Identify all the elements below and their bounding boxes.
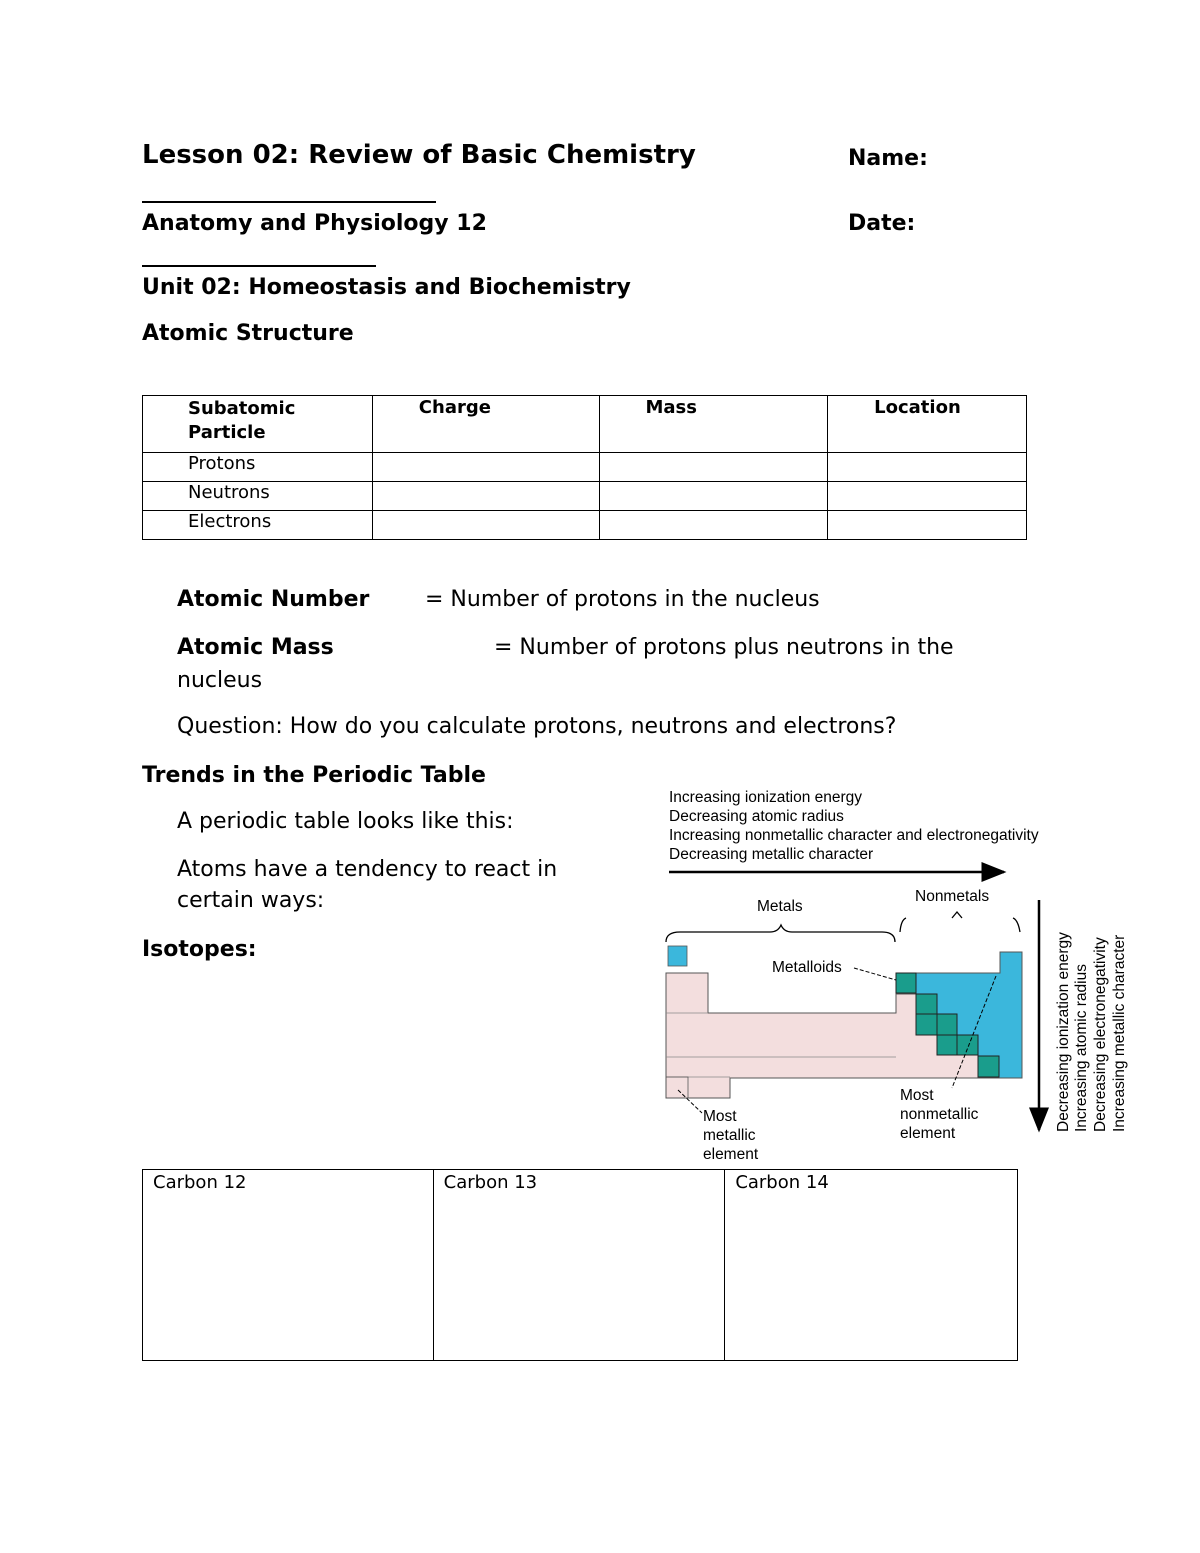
table-cell[interactable] [828,511,1027,540]
header-charge: Charge [418,397,491,418]
most-metallic-label-1: Most [703,1108,737,1125]
top-label: Decreasing atomic radius [669,808,844,825]
isotope-label: Carbon 12 [153,1172,247,1193]
metalloid-cell [896,973,916,993]
table-cell[interactable] [599,453,828,482]
table-cell [143,453,373,482]
table-row [143,482,1027,511]
header-mass: Mass [645,397,697,418]
metalloid-cell [978,1056,999,1077]
trends-line-2a: Atoms have a tendency to react in [177,857,558,882]
isotope-label: Carbon 14 [735,1172,829,1193]
periodic-trends-figure [660,780,1140,1170]
isotope-cell-carbon-13[interactable] [433,1170,725,1361]
nonmetals-label: Nonmetals [915,888,990,905]
hydrogen-cell [668,946,687,966]
particle-table [142,395,1027,540]
side-label: Increasing metallic character [1111,934,1128,1132]
side-label: Decreasing electronegativity [1092,937,1109,1132]
top-label: Increasing ionization energy [669,789,863,806]
side-label: Increasing atomic radius [1073,964,1090,1132]
most-nonmetallic-label-3: element [900,1125,956,1142]
course-title: Anatomy and Physiology 12 [142,211,487,236]
header-cell [599,396,828,453]
trends-line-2b: certain ways: [177,888,325,913]
nonmetals-brace-peak [952,912,962,918]
metalloid-cell [916,1014,937,1035]
table-cell[interactable] [372,453,599,482]
metalloid-cell [957,1035,978,1055]
table-cell[interactable] [828,482,1027,511]
most-metallic-label-2: metallic [703,1127,756,1144]
table-cell[interactable] [372,511,599,540]
metalloid-cell [937,1035,957,1055]
header-cell [143,396,373,453]
metalloid-cell [937,1014,957,1035]
table-row [143,453,1027,482]
section-heading-atomic-structure: Atomic Structure [142,321,354,346]
table-cell[interactable] [372,482,599,511]
header-subatomic-line1: Subatomic [188,398,296,419]
side-label: Decreasing ionization energy [1055,932,1072,1132]
most-metallic-label-3: element [703,1146,759,1163]
header-subatomic-line2: Particle [188,422,266,443]
atomic-mass-definition-cont: nucleus [177,668,263,693]
trends-line-1: A periodic table looks like this: [177,809,514,834]
metals-label: Metals [757,898,803,915]
top-label: Increasing nonmetallic character and electronegativity [669,827,1039,844]
table-row [143,511,1027,540]
isotope-label: Carbon 13 [443,1172,538,1193]
name-label: Name: [848,146,928,171]
section-heading-isotopes: Isotopes: [142,937,257,962]
isotope-cell-carbon-12[interactable] [143,1170,434,1361]
nonmetals-brace-right [1013,918,1020,932]
date-label: Date: [848,211,916,236]
page-title: Lesson 02: Review of Basic Chemistry [142,140,696,170]
table-cell[interactable] [828,453,1027,482]
most-nonmetallic-label-2: nonmetallic [900,1106,979,1123]
metalloids-pointer [854,968,896,980]
atomic-mass-term: Atomic Mass [177,635,334,660]
header-location: Location [874,397,961,418]
isotope-cell-carbon-14[interactable] [725,1170,1018,1361]
metalloid-cell [916,994,937,1014]
nonmetals-brace-left [900,918,906,932]
row-label-neutrons: Neutrons [188,482,270,503]
header-cell [372,396,599,453]
table-cell [143,482,373,511]
name-blank-line [142,201,436,203]
section-heading-trends: Trends in the Periodic Table [142,763,486,788]
most-nonmetallic-label-1: Most [900,1087,934,1104]
row-label-protons: Protons [188,453,256,474]
table-cell[interactable] [599,511,828,540]
table-row [143,1170,1018,1361]
atomic-number-definition: = Number of protons in the nucleus [425,587,820,612]
table-cell[interactable] [599,482,828,511]
date-blank-line [142,265,376,267]
header-cell [828,396,1027,453]
isotopes-table [142,1169,1018,1361]
atomic-number-term: Atomic Number [177,587,370,612]
question-text: Question: How do you calculate protons, neutrons and electrons? [177,714,897,739]
metals-brace [666,925,895,942]
table-header-row [143,396,1027,453]
atomic-mass-definition: = Number of protons plus neutrons in the [494,635,954,660]
table-cell [143,511,373,540]
top-label: Decreasing metallic character [669,846,874,863]
metalloids-label: Metalloids [772,959,842,976]
unit-title: Unit 02: Homeostasis and Biochemistry [142,275,631,300]
row-label-electrons: Electrons [188,511,272,532]
